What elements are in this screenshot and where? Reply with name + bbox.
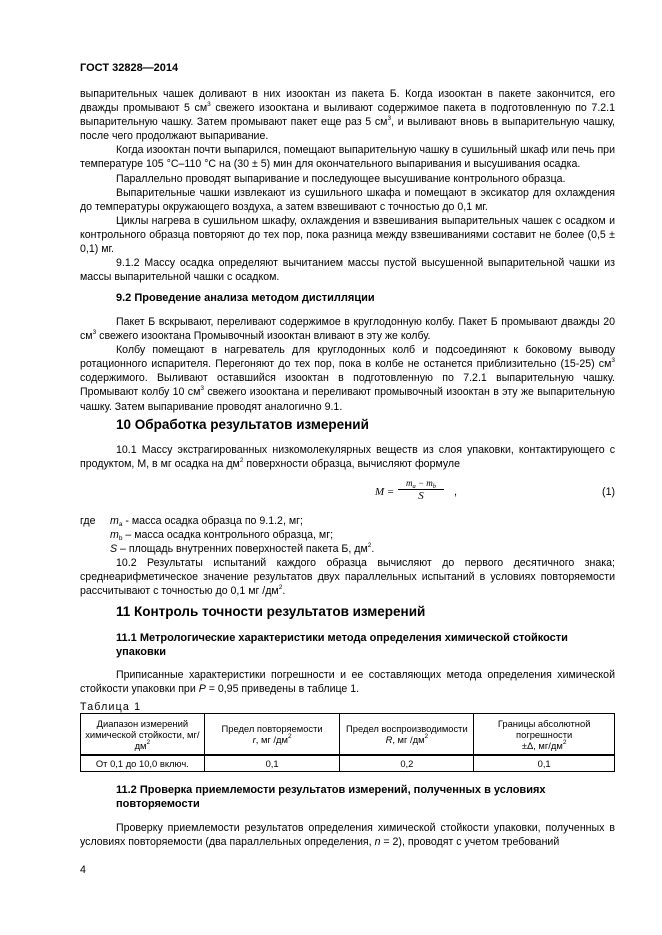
formula-comma: , [454, 486, 458, 498]
text-block [80, 668, 615, 696]
column-header: Диапазон измерений химической стойкости, $мг/дм^2$ [81, 714, 205, 756]
paragraph: Циклы нагрева в сушильном шкафу, охлаждения и взвешивания выпарительных чашек с осадком и контрольного образца повторяют до тех пор, пока разница между взвешиваниями составит не более (0,5 ± 0,1) мг. [80, 214, 615, 256]
paragraph: Проверку приемлемости результатов определения химической стойкости упаковки, полученных в условиях повторяемости (два параллельных определения, n = 2), проводят с учетом требований [80, 822, 615, 849]
table-cell: 0,1 [204, 755, 340, 772]
formula-denominator: S [418, 490, 424, 502]
section-heading-11-2: 11.2 Проверка приемлемости результатов измерений, полученных в условиях повторяемости [116, 784, 546, 810]
table-cell: От 0,1 до 10,0 включ. [81, 755, 205, 772]
paragraph: 10.2 Результаты испытаний каждого образца вычисляют до первого десятичного знака; среднеарифметическое значение результатов двух параллельных испытаний в условиях повторяемости рассчитывают с точностью до 0,1 мг $/дм^2$. [80, 557, 615, 598]
variable-definition: $m_b$ – масса осадка контрольного образца, мг; [110, 529, 334, 543]
text-block [80, 315, 615, 414]
column-header: Границы абсолютной погрешности ±Δ, $мг/дм^2$ [474, 714, 615, 756]
formula-numerator: $m_a - m_b$ [398, 478, 444, 490]
table-cell: 0,2 [340, 755, 474, 772]
paragraph: 9.1.2 Массу осадка определяют вычитанием массы пустой высушенной выпарительной чашки из массы выпарительной чашки с осадком. [80, 257, 615, 284]
page-number: 4 [80, 864, 86, 876]
table-1 [80, 713, 615, 772]
paragraph: Выпарительные чашки извлекают из сушильного шкафа и помещают в эксикатор для охлаждения до температуры окружающего воздуха, а затем взвешивают с точностью до 0,1 мг. [80, 186, 615, 213]
paragraph: Когда изооктан почти выпарился, помещают выпарительную чашку в сушильный шкаф или печь при температуре 105 °С–110 °С на (30 ± 5) мин для окончательного выпаривания и высушивания осадка. [80, 144, 615, 171]
variable-definition: $m_a$ - масса осадка образца по 9.1.2, мг; [110, 515, 303, 528]
variable-legend [80, 514, 615, 556]
table-row [81, 755, 615, 772]
column-header: Предел воспроизводимости R, мг $/дм^2$ [340, 714, 474, 756]
formula-lhs: M = [375, 486, 395, 498]
paragraph: Параллельно проводят выпаривание и последующее высушивание контрольного образца. [116, 172, 566, 185]
equation-number: (1) [602, 486, 615, 498]
table-cell: 0,1 [474, 755, 615, 772]
section-heading-10: 10 Обработка результатов измерений [116, 417, 369, 432]
paragraph: Колбу помещают в нагреватель для круглодонных колб и подсоединяют к боковому выводу ротационного испарителя. Перегоняют до тех пор, пока в колбе не останется приблизительно (15-25) $см^3$ содержимого. Выливают оставшийся изооктан в подготовленную по 7.2.1 выпарительную чашку. Промывают колбу 10 $см^3$ свежего изооктана и переливают промывочный изооктан в эту же выпарительную чашку. Затем выпаривание проводят аналогично 9.1. [80, 344, 616, 413]
section-heading-9-2: 9.2 Проведение анализа методом дистилляции [116, 292, 375, 304]
paragraph: выпарительных чашек доливают в них изооктан из пакета Б. Когда изооктан в пакете закончится, его дважды промывают 5 $см^3$ свежего изооктана и выливают содержимое пакета в подготовленную по 7.2.1 выпарительную чашку. Затем промывают пакет еще раз 5 $см^3$, и выливают вновь в выпарительную чашку, после чего продолжают выпаривание. [80, 88, 615, 143]
text-block [80, 556, 615, 598]
formula-fraction [398, 478, 444, 502]
variable-list [110, 514, 615, 556]
formula-1 [80, 478, 615, 508]
where-label: где [80, 515, 96, 527]
document-header: ГОСТ 32828—2014 [80, 62, 179, 74]
paragraph: 10.1 Массу экстрагированных низкомолекулярных веществ из слоя упаковки, контактирующего с продуктом, М, в мг осадка на $дм^2$ поверхности образца, вычисляют формуле [80, 444, 615, 471]
column-header: Предел повторяемости r, мг $/дм^2$ [204, 714, 340, 756]
table-caption: Таблица 1 [80, 701, 142, 713]
section-heading-11: 11 Контроль точности результатов измерений [116, 604, 426, 619]
paragraph: Пакет Б вскрывают, переливают содержимое в круглодонную колбу. Пакет Б промывают дважды 20 $см^3$ свежего изооктана Промывочный изооктан вливают в эту же колбу. [80, 316, 615, 343]
text-block [80, 821, 615, 849]
text-block [80, 443, 615, 471]
section-heading-11-1: 11.1 Метрологические характеристики метода определения химической стойкости упаковки [116, 632, 568, 658]
paragraph: Приписанные характеристики погрешности и ее составляющих метода определения химической стойкости упаковки при P = 0,95 приведены в таблице 1. [80, 669, 615, 696]
table-header-row [81, 714, 615, 756]
variable-definition: S – площадь внутренних поверхностей пакета Б, $дм^2$. [110, 542, 375, 556]
text-block [80, 87, 615, 284]
